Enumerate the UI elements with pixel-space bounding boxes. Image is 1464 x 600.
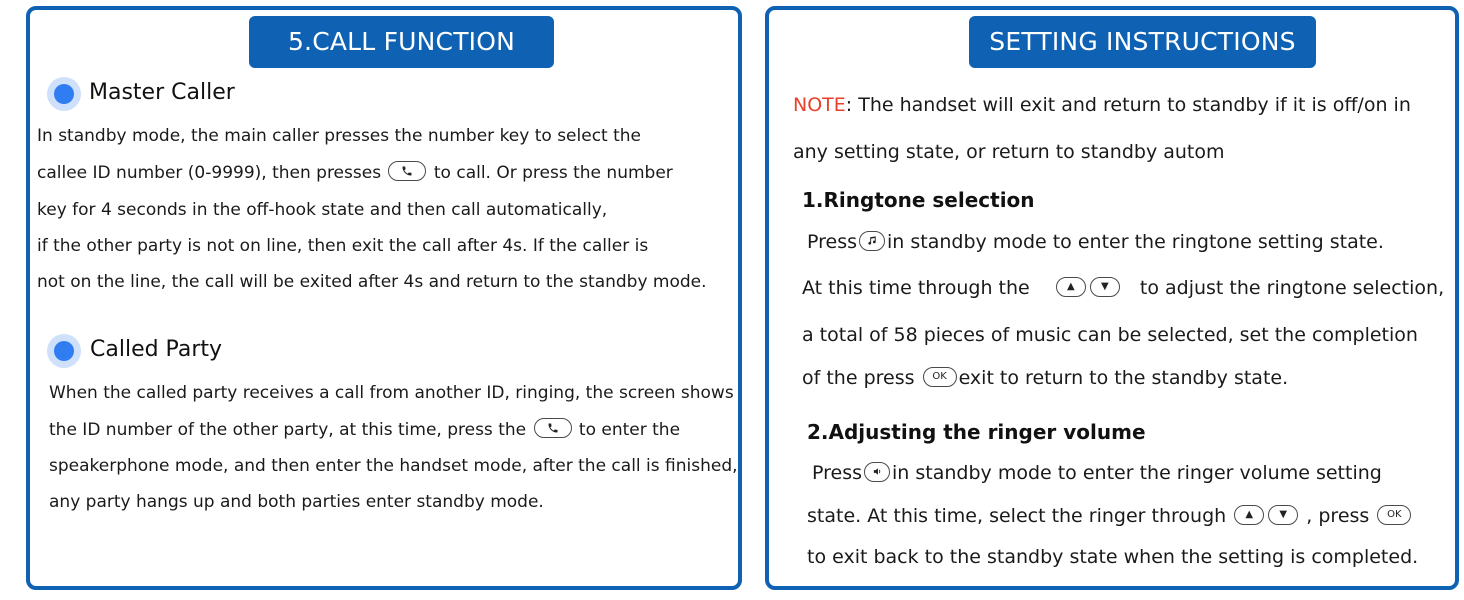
called-party-line-2a: the ID number of the other party, at this time, press the — [49, 420, 527, 440]
down-arrow-key-icon: ▼ — [1268, 505, 1298, 525]
setting-instructions-title: SETTING INSTRUCTIONS — [969, 16, 1316, 68]
master-caller-heading: Master Caller — [89, 80, 235, 105]
up-arrow-key-icon: ▲ — [1056, 277, 1086, 297]
note-line-1 — [793, 94, 1411, 116]
note-label: NOTE — [793, 94, 846, 116]
volume-line-2 — [807, 505, 1413, 527]
call-function-panel — [26, 6, 742, 590]
master-caller-line-2a: callee ID number (0-9999), then presses — [37, 163, 382, 183]
master-caller-bullet-icon — [47, 77, 81, 111]
ok-key-icon: OK — [923, 367, 957, 387]
ringtone-line-4 — [802, 367, 1288, 389]
ok-key-icon: OK — [1377, 505, 1411, 525]
master-caller-line-2b: to call. Or press the number — [433, 163, 673, 183]
ringtone-line-1a: Press — [807, 231, 858, 253]
ringtone-heading: 1.Ringtone selection — [802, 188, 1035, 212]
called-party-bullet-icon — [47, 334, 81, 368]
called-party-heading: Called Party — [90, 337, 223, 362]
master-caller-line-1: In standby mode, the main caller presses the number key to select the — [37, 126, 642, 146]
music-note-icon — [859, 231, 885, 251]
called-party-line-2b: to enter the — [578, 420, 681, 440]
volume-line-3: to exit back to the standby state when the setting is completed. — [807, 546, 1419, 568]
ringtone-line-1 — [807, 231, 1384, 253]
up-arrow-key-icon: ▲ — [1234, 505, 1264, 525]
call-function-title: 5.CALL FUNCTION — [249, 16, 554, 68]
ringtone-line-2 — [802, 277, 1444, 299]
volume-line-2a: state. At this time, select the ringer through — [807, 505, 1227, 527]
down-arrow-key-icon: ▼ — [1090, 277, 1120, 297]
ringtone-line-4a: of the press — [802, 367, 915, 389]
volume-heading: 2.Adjusting the ringer volume — [807, 420, 1146, 444]
called-party-line-3: speakerphone mode, and then enter the handset mode, after the call is finished, — [49, 456, 738, 476]
called-party-line-4: any party hangs up and both parties enter standby mode. — [49, 492, 544, 512]
master-caller-line-2 — [37, 163, 673, 183]
volume-line-1a: Press — [812, 462, 863, 484]
note-text: : The handset will exit and return to standby if it is off/on in — [845, 94, 1411, 116]
note-line-2: any setting state, or return to standby autom — [793, 141, 1225, 163]
called-party-line-2 — [49, 420, 680, 440]
master-caller-line-4: if the other party is not on line, then exit the call after 4s. If the caller is — [37, 236, 649, 256]
setting-instructions-panel — [765, 6, 1459, 590]
ringtone-line-2b: to adjust the ringtone selection, — [1139, 277, 1445, 299]
volume-line-2b: , press — [1306, 505, 1370, 527]
called-party-line-1: When the called party receives a call from another ID, ringing, the screen shows — [49, 383, 734, 403]
ringtone-line-2a: At this time through the — [802, 277, 1030, 299]
volume-line-1 — [812, 462, 1382, 484]
master-caller-line-5: not on the line, the call will be exited after 4s and return to the standby mode. — [37, 272, 707, 292]
ringtone-line-1b: in standby mode to enter the ringtone setting state. — [887, 231, 1384, 253]
phone-icon — [388, 161, 426, 181]
speaker-icon — [864, 462, 890, 482]
volume-line-1b: in standby mode to enter the ringer volume setting — [892, 462, 1382, 484]
ringtone-line-3: a total of 58 pieces of music can be selected, set the completion — [802, 324, 1418, 346]
ringtone-line-4b: exit to return to the standby state. — [958, 367, 1289, 389]
phone-icon — [534, 418, 572, 438]
master-caller-line-3: key for 4 seconds in the off-hook state and then call automatically, — [37, 200, 608, 220]
